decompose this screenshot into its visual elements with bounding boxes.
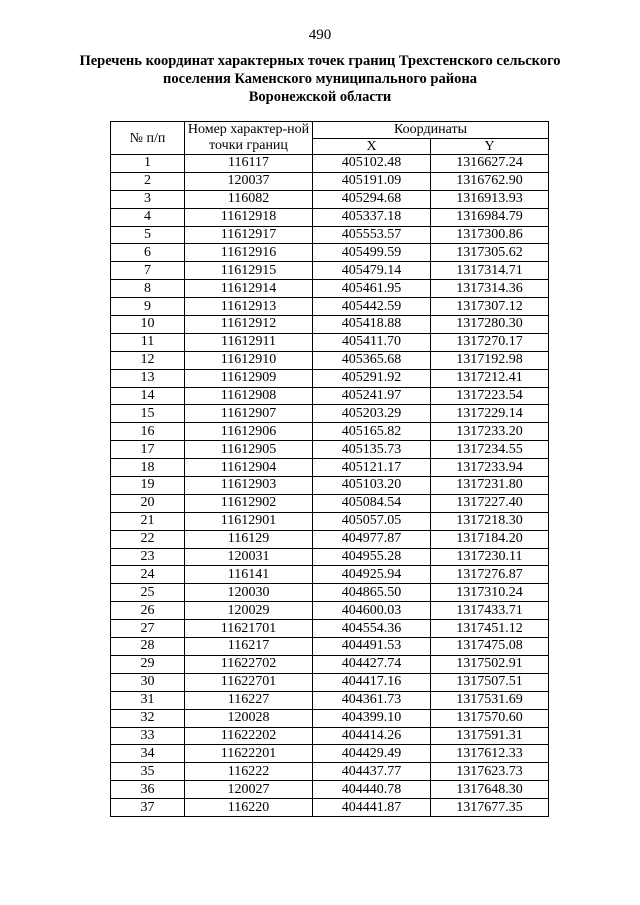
cell-x: 405294.68 (313, 190, 431, 208)
table-row (111, 727, 549, 745)
cell-x: 405103.20 (313, 477, 431, 495)
cell-point-number: 11612909 (185, 369, 313, 387)
cell-y: 1317531.69 (431, 691, 549, 709)
cell-point-number: 11612917 (185, 226, 313, 244)
cell-x: 405418.88 (313, 316, 431, 334)
cell-number: 36 (111, 781, 185, 799)
cell-point-number: 11612907 (185, 405, 313, 423)
table-row (111, 226, 549, 244)
header-number: № п/п (111, 122, 185, 155)
cell-point-number: 11622201 (185, 745, 313, 763)
cell-number: 14 (111, 387, 185, 405)
cell-y: 1317231.80 (431, 477, 549, 495)
table-row (111, 190, 549, 208)
cell-x: 404399.10 (313, 709, 431, 727)
cell-point-number: 11612916 (185, 244, 313, 262)
table-row (111, 673, 549, 691)
cell-number: 11 (111, 333, 185, 351)
cell-x: 404491.53 (313, 638, 431, 656)
cell-y: 1317192.98 (431, 351, 549, 369)
cell-y: 1317212.41 (431, 369, 549, 387)
cell-number: 6 (111, 244, 185, 262)
table-row (111, 262, 549, 280)
table-row (111, 208, 549, 226)
header-row-1 (111, 122, 549, 139)
cell-x: 405191.09 (313, 172, 431, 190)
table-row (111, 298, 549, 316)
cell-point-number: 116220 (185, 799, 313, 817)
cell-number: 18 (111, 459, 185, 477)
cell-point-number: 120029 (185, 602, 313, 620)
cell-y: 1317223.54 (431, 387, 549, 405)
cell-y: 1317314.36 (431, 280, 549, 298)
cell-x: 405411.70 (313, 333, 431, 351)
cell-number: 5 (111, 226, 185, 244)
cell-point-number: 11612901 (185, 512, 313, 530)
cell-y: 1317475.08 (431, 638, 549, 656)
cell-y: 1316984.79 (431, 208, 549, 226)
cell-y: 1317230.11 (431, 548, 549, 566)
cell-x: 404437.77 (313, 763, 431, 781)
cell-y: 1317233.94 (431, 459, 549, 477)
cell-point-number: 11612904 (185, 459, 313, 477)
cell-number: 12 (111, 351, 185, 369)
table-row (111, 763, 549, 781)
cell-number: 3 (111, 190, 185, 208)
cell-y: 1316627.24 (431, 155, 549, 173)
cell-x: 404441.87 (313, 799, 431, 817)
cell-x: 405135.73 (313, 441, 431, 459)
header-point-number: Номер характер-ной точки границ (185, 122, 313, 155)
cell-x: 404865.50 (313, 584, 431, 602)
table-body (111, 155, 549, 817)
cell-number: 13 (111, 369, 185, 387)
cell-number: 35 (111, 763, 185, 781)
cell-y: 1317300.86 (431, 226, 549, 244)
table-row (111, 620, 549, 638)
cell-y: 1317276.87 (431, 566, 549, 584)
table-row (111, 405, 549, 423)
cell-point-number: 11622702 (185, 655, 313, 673)
table-row (111, 477, 549, 495)
cell-y: 1317677.35 (431, 799, 549, 817)
cell-x: 405337.18 (313, 208, 431, 226)
cell-x: 405241.97 (313, 387, 431, 405)
cell-point-number: 11612918 (185, 208, 313, 226)
cell-y: 1317233.20 (431, 423, 549, 441)
cell-x: 405291.92 (313, 369, 431, 387)
cell-number: 32 (111, 709, 185, 727)
cell-x: 405442.59 (313, 298, 431, 316)
coordinates-table (110, 121, 549, 817)
cell-x: 405057.05 (313, 512, 431, 530)
table-row (111, 494, 549, 512)
cell-point-number: 11612914 (185, 280, 313, 298)
table-row (111, 387, 549, 405)
cell-y: 1317307.12 (431, 298, 549, 316)
cell-point-number: 11612913 (185, 298, 313, 316)
table-row (111, 423, 549, 441)
cell-point-number: 11612903 (185, 477, 313, 495)
cell-y: 1317227.40 (431, 494, 549, 512)
cell-point-number: 120028 (185, 709, 313, 727)
cell-x: 405121.17 (313, 459, 431, 477)
table-row (111, 530, 549, 548)
cell-number: 9 (111, 298, 185, 316)
cell-x: 405102.48 (313, 155, 431, 173)
cell-y: 1317502.91 (431, 655, 549, 673)
cell-x: 404554.36 (313, 620, 431, 638)
table-row (111, 709, 549, 727)
cell-number: 25 (111, 584, 185, 602)
cell-number: 4 (111, 208, 185, 226)
cell-number: 10 (111, 316, 185, 334)
cell-x: 405084.54 (313, 494, 431, 512)
table-row (111, 566, 549, 584)
cell-point-number: 116222 (185, 763, 313, 781)
cell-number: 15 (111, 405, 185, 423)
cell-y: 1317451.12 (431, 620, 549, 638)
cell-y: 1317648.30 (431, 781, 549, 799)
cell-point-number: 11612910 (185, 351, 313, 369)
cell-x: 405165.82 (313, 423, 431, 441)
cell-y: 1317229.14 (431, 405, 549, 423)
table-row (111, 172, 549, 190)
header-coordinates: Координаты (313, 122, 549, 139)
cell-y: 1316762.90 (431, 172, 549, 190)
cell-point-number: 11612902 (185, 494, 313, 512)
table-row (111, 280, 549, 298)
cell-y: 1317570.60 (431, 709, 549, 727)
cell-number: 24 (111, 566, 185, 584)
title-line-3: Воронежской области (248, 89, 392, 105)
cell-number: 37 (111, 799, 185, 817)
cell-y: 1317270.17 (431, 333, 549, 351)
cell-x: 404977.87 (313, 530, 431, 548)
cell-y: 1316913.93 (431, 190, 549, 208)
cell-x: 404925.94 (313, 566, 431, 584)
cell-point-number: 11622701 (185, 673, 313, 691)
table-row (111, 799, 549, 817)
title-line-1: Перечень координат характерных точек границ Трехстенского сельского (79, 53, 561, 69)
cell-number: 20 (111, 494, 185, 512)
table-row (111, 745, 549, 763)
cell-number: 29 (111, 655, 185, 673)
cell-x: 405499.59 (313, 244, 431, 262)
cell-point-number: 11622202 (185, 727, 313, 745)
cell-number: 17 (111, 441, 185, 459)
cell-number: 1 (111, 155, 185, 173)
table-row (111, 316, 549, 334)
cell-point-number: 120031 (185, 548, 313, 566)
cell-point-number: 11612908 (185, 387, 313, 405)
cell-number: 7 (111, 262, 185, 280)
cell-point-number: 116117 (185, 155, 313, 173)
table-row (111, 691, 549, 709)
cell-y: 1317612.33 (431, 745, 549, 763)
cell-point-number: 11612912 (185, 316, 313, 334)
cell-number: 19 (111, 477, 185, 495)
document-title (60, 52, 580, 106)
cell-number: 16 (111, 423, 185, 441)
page-number: 490 (308, 27, 332, 43)
cell-y: 1317280.30 (431, 316, 549, 334)
cell-point-number: 11621701 (185, 620, 313, 638)
cell-number: 22 (111, 530, 185, 548)
cell-y: 1317314.71 (431, 262, 549, 280)
cell-number: 30 (111, 673, 185, 691)
table-row (111, 512, 549, 530)
cell-point-number: 116141 (185, 566, 313, 584)
header-y: Y (431, 138, 549, 155)
table-row (111, 155, 549, 173)
cell-number: 33 (111, 727, 185, 745)
cell-y: 1317507.51 (431, 673, 549, 691)
cell-point-number: 120037 (185, 172, 313, 190)
cell-number: 23 (111, 548, 185, 566)
cell-point-number: 120030 (185, 584, 313, 602)
cell-x: 404417.16 (313, 673, 431, 691)
table-row (111, 781, 549, 799)
table-row (111, 244, 549, 262)
cell-point-number: 11612906 (185, 423, 313, 441)
table-row (111, 369, 549, 387)
cell-y: 1317234.55 (431, 441, 549, 459)
cell-point-number: 11612911 (185, 333, 313, 351)
cell-x: 405365.68 (313, 351, 431, 369)
cell-number: 8 (111, 280, 185, 298)
cell-number: 28 (111, 638, 185, 656)
cell-number: 2 (111, 172, 185, 190)
cell-number: 21 (111, 512, 185, 530)
cell-x: 405553.57 (313, 226, 431, 244)
cell-point-number: 116082 (185, 190, 313, 208)
cell-point-number: 116217 (185, 638, 313, 656)
cell-number: 31 (111, 691, 185, 709)
cell-number: 27 (111, 620, 185, 638)
table-row (111, 655, 549, 673)
table-row (111, 602, 549, 620)
header-x: X (313, 138, 431, 155)
cell-point-number: 11612915 (185, 262, 313, 280)
cell-x: 405203.29 (313, 405, 431, 423)
table-row (111, 548, 549, 566)
cell-y: 1317184.20 (431, 530, 549, 548)
table-row (111, 584, 549, 602)
cell-x: 405461.95 (313, 280, 431, 298)
table-row (111, 351, 549, 369)
cell-number: 34 (111, 745, 185, 763)
table-row (111, 441, 549, 459)
cell-y: 1317623.73 (431, 763, 549, 781)
cell-y: 1317591.31 (431, 727, 549, 745)
cell-y: 1317310.24 (431, 584, 549, 602)
cell-x: 404414.26 (313, 727, 431, 745)
table-row (111, 459, 549, 477)
cell-y: 1317218.30 (431, 512, 549, 530)
cell-point-number: 11612905 (185, 441, 313, 459)
cell-y: 1317305.62 (431, 244, 549, 262)
cell-point-number: 116227 (185, 691, 313, 709)
cell-x: 405479.14 (313, 262, 431, 280)
cell-x: 404361.73 (313, 691, 431, 709)
title-line-2: поселения Каменского муниципального района (163, 71, 477, 87)
cell-x: 404955.28 (313, 548, 431, 566)
cell-x: 404429.49 (313, 745, 431, 763)
cell-y: 1317433.71 (431, 602, 549, 620)
cell-number: 26 (111, 602, 185, 620)
cell-x: 404427.74 (313, 655, 431, 673)
cell-point-number: 116129 (185, 530, 313, 548)
cell-x: 404440.78 (313, 781, 431, 799)
cell-x: 404600.03 (313, 602, 431, 620)
table-row (111, 638, 549, 656)
table-row (111, 333, 549, 351)
cell-point-number: 120027 (185, 781, 313, 799)
